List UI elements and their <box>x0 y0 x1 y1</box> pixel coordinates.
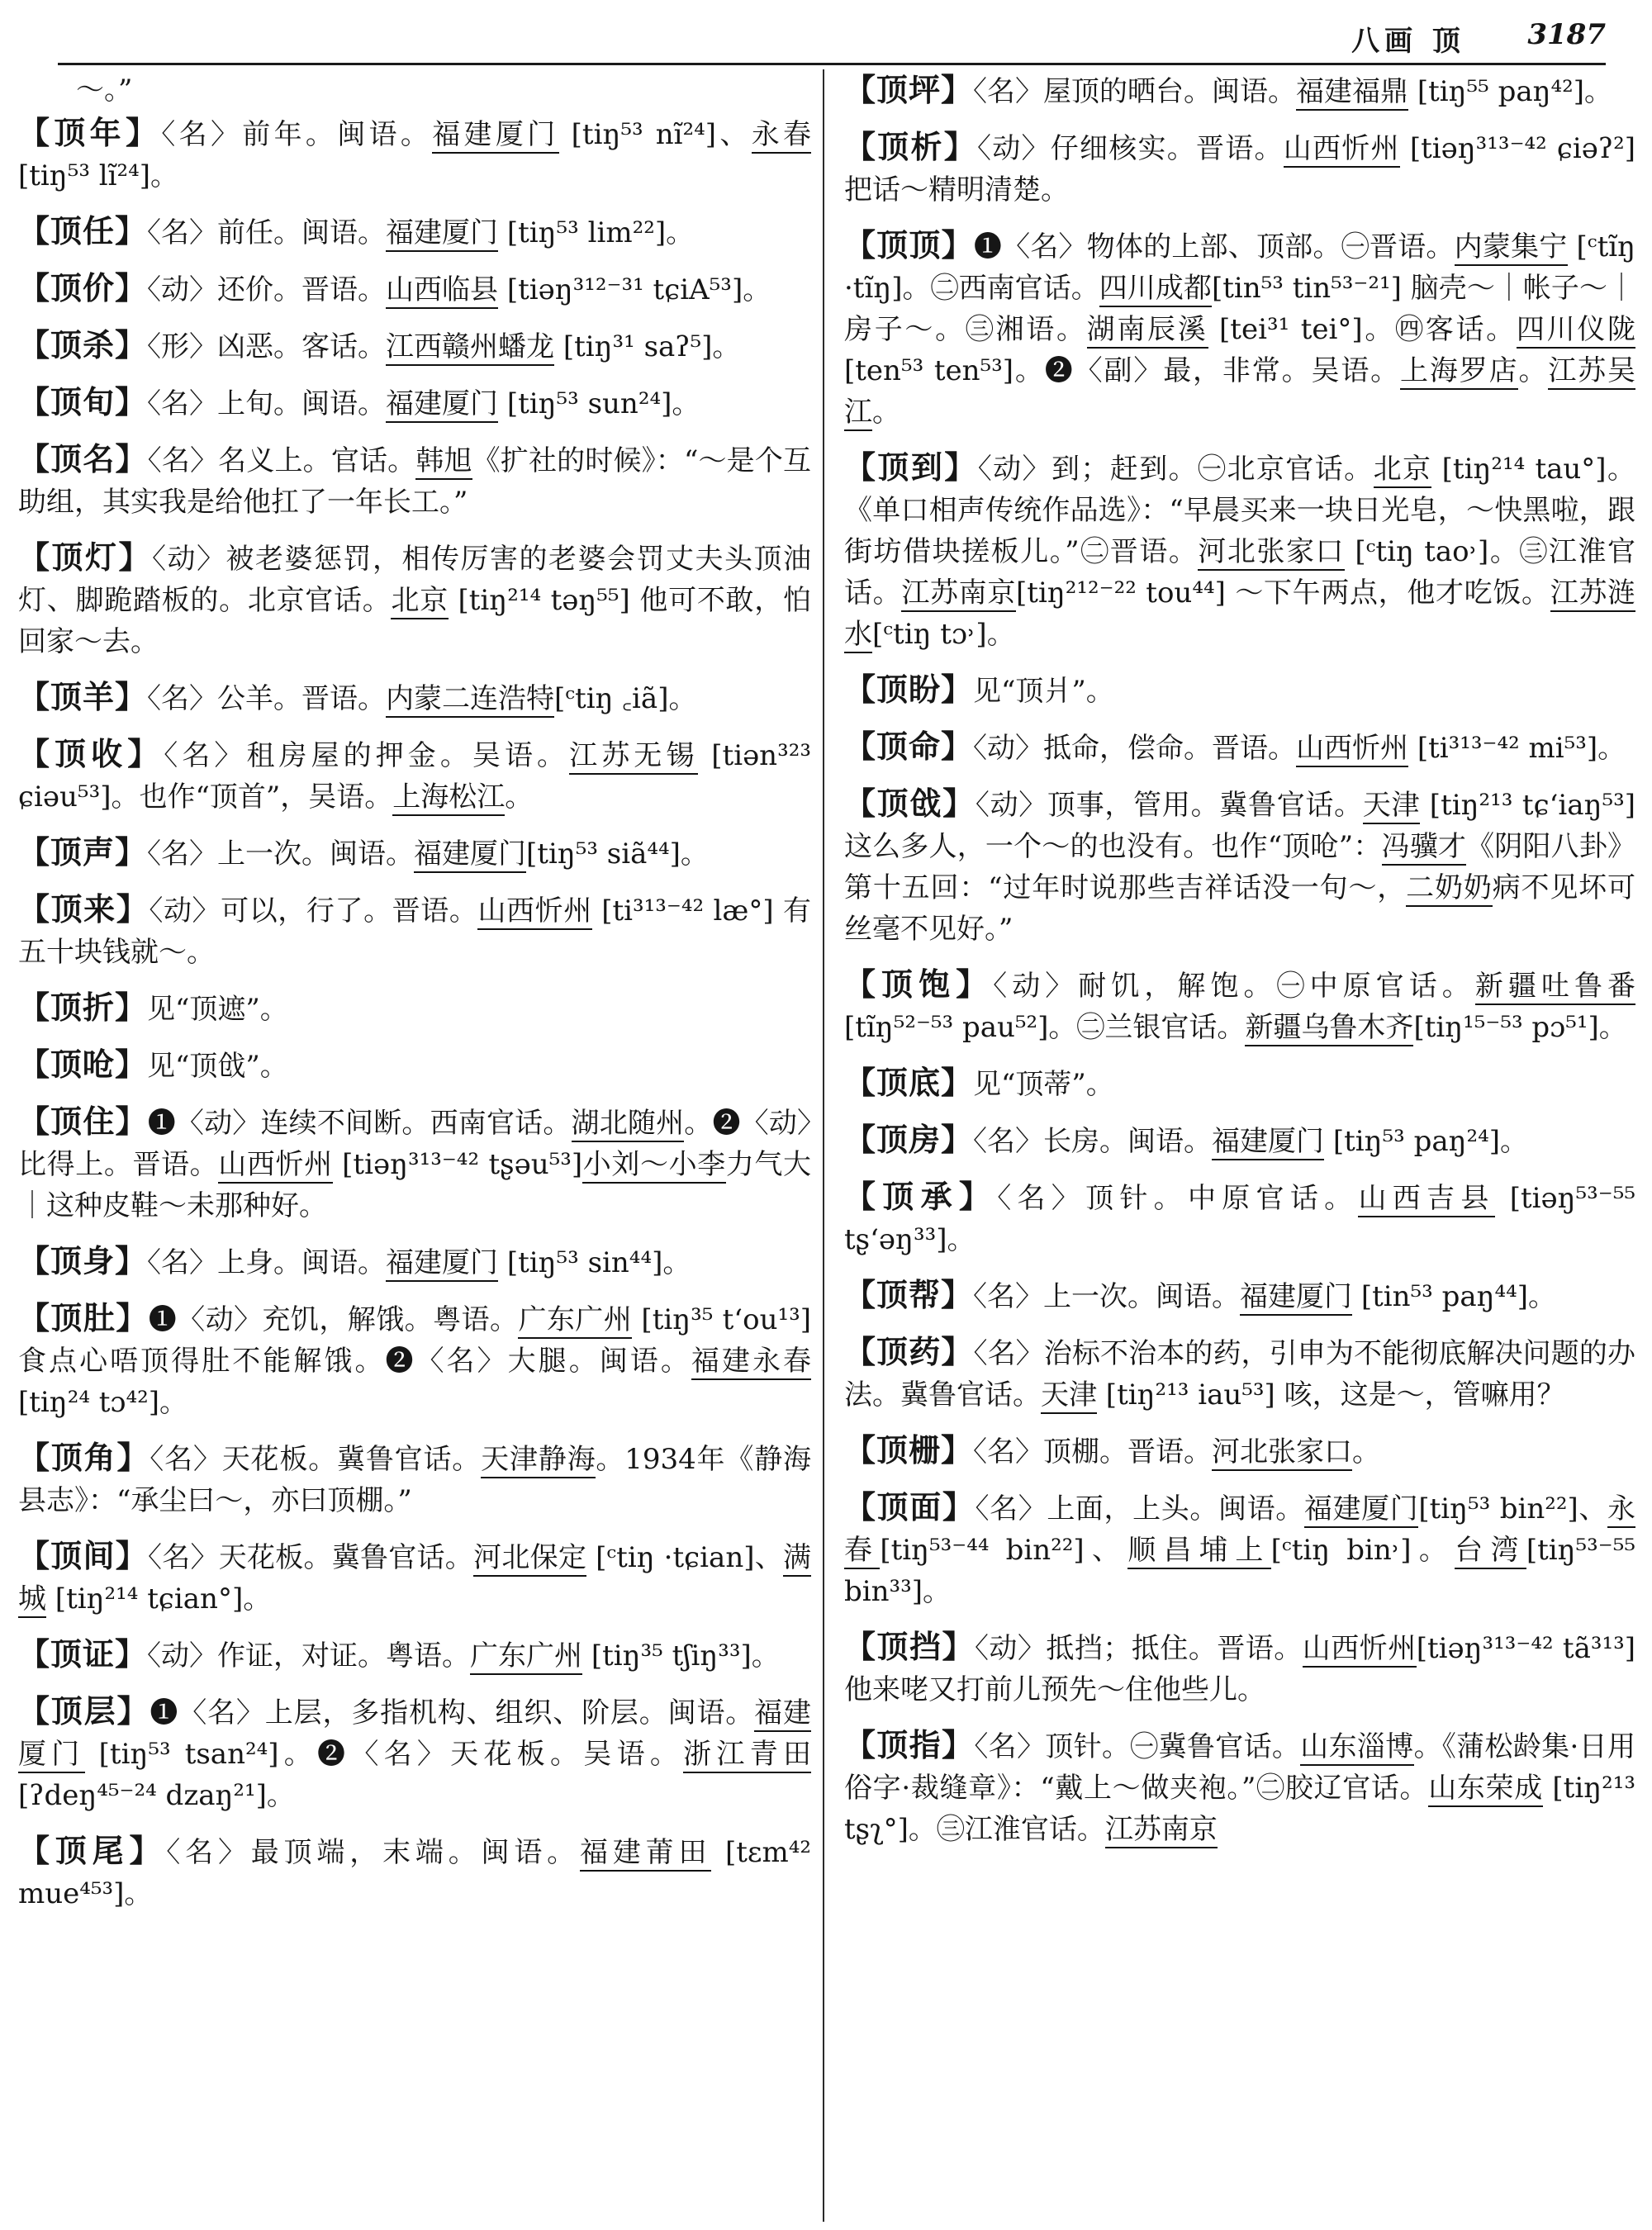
place-name-underlined: 上海松江 <box>392 780 505 816</box>
entry-headword: 【顶到】 <box>844 448 978 486</box>
place-name-underlined: 内蒙集宁 <box>1455 230 1568 266</box>
entry-text: 见“顶蒂”。 <box>973 1068 1114 1101</box>
entry-text: ❶〈名〉物体的上部、顶部。㊀晋语。 <box>973 230 1455 263</box>
entry-text: ❶〈名〉上层，多指机构、组织、阶层。闽语。 <box>150 1696 755 1729</box>
place-name-underlined: 江苏南京 <box>1105 1813 1218 1848</box>
right-column <box>844 69 1635 2223</box>
dictionary-entry <box>844 1062 1635 1105</box>
entry-headword: 【顶顶】 <box>844 226 974 263</box>
place-name-underlined: 四川仪陇 <box>1517 313 1635 349</box>
place-name-underlined: 永春 <box>752 118 811 154</box>
entry-text: 〈名〉名义上。官话。 <box>147 444 416 477</box>
entry-text: [tiŋ³⁵ tʃiŋ³³]。 <box>582 1639 780 1672</box>
entry-text: 。 <box>872 396 900 429</box>
entry-headword: 【顶住】 <box>18 1103 148 1140</box>
entry-text: 。1934年《静海县志》：“承尘曰～，亦曰顶棚。” <box>18 1443 811 1517</box>
entry-text: 。 <box>1352 1435 1381 1468</box>
entry-text: [ᶜtiŋ tɔ˒]。 <box>872 618 1015 651</box>
continuation-text: ～。” <box>76 74 133 107</box>
place-name-underlined: 山西吉县 <box>1358 1182 1494 1217</box>
entry-text: [tei³¹ tei°]。㊃客话。 <box>1208 313 1517 346</box>
place-name-underlined: 福建厦门 <box>1212 1125 1324 1160</box>
dictionary-entry <box>18 1298 811 1423</box>
entry-text: [tiŋ⁵⁵ paŋ⁴²]。 <box>1408 75 1613 108</box>
dictionary-entry <box>18 1691 811 1816</box>
dictionary-entry <box>844 1626 1635 1710</box>
dictionary-entry <box>844 1487 1635 1612</box>
entry-headword: 【顶任】 <box>18 212 148 249</box>
entry-headword: 【顶房】 <box>844 1121 974 1158</box>
entry-headword: 【顶析】 <box>844 128 978 165</box>
entry-text: [tiŋ²¹²⁻²² tou⁴⁴] ～下午两点，他才吃饭。 <box>1016 576 1550 610</box>
entry-text: [tin⁵³ tin⁵³⁻²¹] 脑壳～｜帐子～｜房子～。㊂湘语。 <box>844 272 1635 346</box>
entry-text: [ᶜtiŋ ·tɕian]、 <box>586 1541 783 1574</box>
place-name-underlined: 天津 <box>1041 1378 1097 1414</box>
dictionary-entry <box>844 1274 1635 1317</box>
entry-text: 〈动〉可以，行了。晋语。 <box>149 894 478 928</box>
place-name-underlined: 福建厦门 <box>414 837 526 873</box>
place-name-underlined: 二奶奶 <box>1406 871 1493 907</box>
place-name-underlined: 福建福鼎 <box>1296 75 1408 111</box>
entry-headword: 【顶药】 <box>844 1333 974 1370</box>
entry-text: 〈名〉上身。闽语。 <box>147 1246 387 1279</box>
place-name-underlined: 福建永春 <box>691 1345 811 1380</box>
entry-text: 〈名〉上旬。闽语。 <box>147 387 387 420</box>
entry-text: 〈名〉上一次。闽语。 <box>147 837 415 871</box>
dictionary-entry <box>18 1101 811 1226</box>
entry-text: [tiŋ⁵³ lĩ²⁴]。 <box>18 159 179 192</box>
header-section-label: 八画 顶 <box>1351 25 1465 58</box>
entry-headword: 【顶坪】 <box>844 71 974 108</box>
place-name-underlined: 福建莆田 <box>580 1836 711 1872</box>
entry-text: [ten⁵³ ten⁵³]。❷〈副〉最，非常。吴语。 <box>844 354 1401 387</box>
place-name-underlined: 河北保定 <box>473 1541 586 1577</box>
entry-text: [tin⁵³ paŋ⁴⁴]。 <box>1352 1280 1557 1313</box>
dictionary-entry <box>18 1241 811 1283</box>
place-name-underlined: 广东广州 <box>518 1303 632 1339</box>
entry-text: [tiŋ³⁵ tʻou¹³] 食点心唔顶得肚不能解饿。❷〈名〉大腿。闽语。 <box>18 1303 811 1378</box>
dictionary-entry <box>18 1634 811 1677</box>
place-name-underlined: 山西临县 <box>386 273 498 309</box>
place-name-underlined: 山东淄博 <box>1300 1730 1413 1766</box>
place-name-underlined: 山西忻州 <box>218 1148 332 1184</box>
entry-text: 〈动〉还价。晋语。 <box>147 273 387 306</box>
entry-text: 《阴阳八卦》第十五回：“过年时说那些吉祥话没一句～， <box>844 830 1635 904</box>
place-name-underlined: 福建厦门 <box>386 1246 498 1282</box>
entry-text: 〈名〉顶针。中原官话。 <box>997 1182 1359 1215</box>
entry-headword: 【顶盼】 <box>844 671 974 708</box>
entry-text: 见“顶遮”。 <box>147 993 288 1026</box>
entry-text: [tiŋ⁵³ nĩ²⁴]、 <box>558 118 752 151</box>
entry-text: [tiŋ⁵³ tsan²⁴]。❷〈名〉天花板。吴语。 <box>84 1738 684 1771</box>
entry-headword: 【顶命】 <box>844 728 974 765</box>
entry-text: 〈名〉最顶端，末端。闽语。 <box>166 1836 581 1869</box>
dictionary-entry <box>844 126 1635 211</box>
column-divider <box>823 69 824 2222</box>
place-name-underlined: 天津 <box>1363 789 1420 824</box>
place-name-underlined: 福建厦门 <box>432 118 558 154</box>
entry-text: ❶〈动〉连续不间断。西南官话。 <box>147 1107 572 1140</box>
entry-headword: 【顶角】 <box>18 1439 150 1476</box>
entry-text: 〈动〉抵挡；抵住。晋语。 <box>974 1632 1303 1665</box>
place-name-underlined: 北京 <box>391 584 448 619</box>
entry-text: [ti³¹³⁻⁴² mi⁵³]。 <box>1408 732 1626 765</box>
entry-text: [tiŋ¹⁵⁻⁵³ pɔ⁵¹]。 <box>1413 1011 1627 1044</box>
place-name-underlined: 河北张家口 <box>1198 535 1345 571</box>
entry-text: 〈名〉天花板。冀鲁官话。 <box>148 1541 474 1574</box>
entry-text: 〈名〉顶针。㊀冀鲁官话。 <box>974 1730 1301 1763</box>
entry-text: [tiŋ³¹ saʔ⁵]。 <box>554 330 741 363</box>
dictionary-entry <box>844 1176 1635 1260</box>
entry-text: 〈动〉顶事，管用。冀鲁官话。 <box>975 789 1363 822</box>
entry-text: 。❷〈动〉比得上。晋语。 <box>18 1107 811 1181</box>
dictionary-entry <box>18 537 811 662</box>
place-name-underlined: 湖北随州 <box>572 1107 685 1142</box>
dictionary-entry <box>844 225 1635 433</box>
place-name-underlined: 台湾 <box>1455 1534 1526 1569</box>
entry-headword: 【顶层】 <box>18 1692 150 1729</box>
entry-text: [tiəŋ³¹³⁻⁴² ɕiəʔ²] 把话～精明清楚。 <box>844 132 1635 206</box>
place-name-underlined: 广东广州 <box>470 1639 582 1675</box>
entry-headword: 【顶栅】 <box>844 1431 974 1468</box>
entry-headword: 【顶饱】 <box>844 966 994 1003</box>
entry-text: [tiəŋ⁵³⁻⁵⁵ tʂʻəŋ³³]。 <box>844 1182 1635 1256</box>
entry-text: [tiŋ⁵³⁻⁴⁴ bin²²]、 <box>880 1534 1128 1567</box>
place-name-underlined: 江苏无锡 <box>569 739 698 775</box>
entry-text: 。《蒲松龄集·日用俗字·裁缝章》：“戴上～做夹袍。”㊁胶辽官话。 <box>844 1730 1635 1805</box>
entry-headword: 【顶证】 <box>18 1635 148 1672</box>
left-column <box>18 69 811 2223</box>
entry-headword: 【顶来】 <box>18 890 150 928</box>
entry-headword: 【顶收】 <box>18 735 164 772</box>
entry-text: [tiəŋ³¹²⁻³¹ tɕiA⁵³]。 <box>498 273 771 306</box>
entry-text: [ʔdeŋ⁴⁵⁻²⁴ dzaŋ²¹]。 <box>18 1779 295 1812</box>
place-name-underlined: 福建厦门 <box>18 1696 811 1773</box>
dictionary-entry <box>18 211 811 254</box>
dictionary-entry <box>844 69 1635 112</box>
entry-text: [tiŋ⁵³ lim²²]。 <box>498 216 695 249</box>
entry-headword: 【顶间】 <box>18 1537 149 1574</box>
entry-headword: 【顶年】 <box>18 114 162 151</box>
place-name-underlined: 天津静海 <box>481 1443 596 1478</box>
dictionary-entry <box>18 676 811 719</box>
entry-text: 〈名〉前年。闽语。 <box>161 118 433 151</box>
entry-headword: 【顶呛】 <box>18 1046 148 1083</box>
entry-text: 〈名〉治标不治本的药，引申为不能彻底解决问题的办法。冀鲁官话。 <box>844 1337 1635 1412</box>
place-name-underlined: 山西忻州 <box>1284 132 1400 168</box>
place-name-underlined: 河北张家口 <box>1212 1435 1352 1471</box>
entry-text: 〈动〉被老婆惩罚，相传厉害的老婆会罚丈夫头顶油灯、脚跪踏板的。北京官话。 <box>18 543 811 617</box>
place-name-underlined: 山东荣成 <box>1428 1772 1543 1807</box>
entry-text: ❶〈动〉充饥，解饿。粤语。 <box>148 1303 519 1336</box>
place-name-underlined: 满城 <box>18 1541 811 1618</box>
dictionary-entry <box>18 832 811 875</box>
entry-text: [tiŋ²¹⁴ tɕian°]。 <box>46 1582 272 1616</box>
place-name-underlined: 浙江青田 <box>683 1738 811 1773</box>
dictionary-entry <box>844 669 1635 712</box>
entry-headword: 【顶身】 <box>18 1242 148 1279</box>
entry-headword: 【顶指】 <box>844 1726 975 1763</box>
place-name-underlined: 上海罗店 <box>1400 354 1518 390</box>
entry-headword: 【顶挡】 <box>844 1628 975 1665</box>
dictionary-entry <box>18 1830 811 1914</box>
page-header <box>58 0 1606 65</box>
entry-text: [ᶜtĩŋ ·tĩŋ]。㊁西南官话。 <box>844 230 1635 305</box>
entry-text: [tiŋ⁵³ sin⁴⁴]。 <box>498 1246 691 1279</box>
dictionary-entry <box>18 112 811 197</box>
place-name-underlined: 新疆乌鲁木齐 <box>1245 1011 1413 1046</box>
dictionary-entry <box>844 783 1635 950</box>
entry-headword: 【顶折】 <box>18 989 148 1026</box>
place-name-underlined: 内蒙二连浩特 <box>386 682 554 718</box>
place-name-underlined: 永春 <box>844 1492 1635 1569</box>
dictionary-entry <box>18 987 811 1030</box>
entry-text: [tɛm⁴² mue⁴⁵³]。 <box>18 1836 811 1910</box>
dictionary-entry <box>844 1430 1635 1473</box>
entry-headword: 【顶价】 <box>18 269 148 306</box>
entry-text: [ᶜtiŋ bin˒]。 <box>1270 1534 1455 1567</box>
entry-text: 〈名〉上一次。闽语。 <box>973 1280 1241 1313</box>
page-number: 3187 <box>1527 18 1606 51</box>
entry-text: 〈名〉顶棚。晋语。 <box>973 1435 1213 1468</box>
entry-text: [tiŋ²¹⁴ təŋ⁵⁵] 他可不敢，怕回家～去。 <box>18 584 811 658</box>
entry-text: 病不见坏可丝毫不见好。” <box>844 871 1635 946</box>
entry-text: 〈名〉长房。闽语。 <box>973 1125 1213 1158</box>
dictionary-entry <box>18 439 811 523</box>
entry-text: 〈名〉天花板。冀鲁官话。 <box>150 1443 482 1476</box>
dictionary-entry <box>844 964 1635 1048</box>
place-name-underlined: 福建厦门 <box>386 387 498 423</box>
place-name-underlined: 四川成都 <box>1099 272 1212 307</box>
entry-text: 〈名〉租房屋的押金。吴语。 <box>164 739 570 772</box>
place-name-underlined: 冯骥才 <box>1382 830 1467 866</box>
entry-text: 见“顶戗”。 <box>147 1050 288 1083</box>
entry-text: [ᶜtiŋ ꜀iã]。 <box>554 682 697 715</box>
dictionary-entry <box>844 447 1635 655</box>
dictionary-entry <box>844 1331 1635 1416</box>
place-name-underlined: 山西忻州 <box>477 894 591 930</box>
entry-text: [tiŋ²¹³ tɕʻiaŋ⁵³] 这么多人，一个～的也没有。也作“顶呛”： <box>844 789 1635 863</box>
place-name-underlined: 韩旭 <box>415 444 472 480</box>
entry-text: 〈动〉抵命，偿命。晋语。 <box>973 732 1297 765</box>
place-name-underlined: 江苏吴江 <box>844 354 1635 431</box>
dictionary-entry <box>844 1725 1635 1850</box>
entry-text: [tĩŋ⁵²⁻⁵³ pau⁵²]。㊁兰银官话。 <box>844 1011 1246 1044</box>
entry-headword: 【顶尾】 <box>18 1832 167 1869</box>
place-name-underlined: 顺昌埔上 <box>1127 1534 1270 1569</box>
entry-text: [tiŋ²¹⁴ tau°]。《单口相声传统作品选》：“早晨买来一块日光皂，～快黑啦，跟街坊借块搓板儿。”㊁晋语。 <box>844 453 1635 568</box>
dictionary-entry <box>18 382 811 425</box>
entry-text: [tiŋ⁵³⁻⁵⁵ bin³³]。 <box>844 1534 1635 1608</box>
entry-text: [tiəŋ³¹³⁻⁴² tʂəu⁵³] <box>332 1148 583 1181</box>
entry-headword: 【顶戗】 <box>844 785 976 822</box>
place-name-underlined: 福建厦门 <box>1304 1492 1418 1528</box>
entry-headword: 【顶声】 <box>18 833 148 871</box>
entry-text: 〈名〉公羊。晋语。 <box>147 682 387 715</box>
place-name-underlined: 新疆吐鲁番 <box>1475 970 1635 1005</box>
place-name-underlined: 江苏涟水 <box>844 576 1635 653</box>
entry-text: [tiŋ²⁴ tɔ⁴²]。 <box>18 1386 188 1419</box>
place-name-underlined: 北京 <box>1374 453 1432 488</box>
entry-text: 〈动〉作证，对证。粤语。 <box>147 1639 471 1672</box>
dictionary-entry <box>844 1119 1635 1162</box>
entry-text: [tiŋ⁵³ bin²²]、 <box>1418 1492 1608 1525</box>
entry-headword: 【顶肚】 <box>18 1299 149 1336</box>
entry-text: 〈动〉仔细核实。晋语。 <box>977 132 1284 165</box>
entry-text: [tiŋ⁵³ sun²⁴]。 <box>498 387 700 420</box>
entry-headword: 【顶名】 <box>18 440 148 477</box>
dictionary-entry <box>18 1437 811 1521</box>
dictionary-entry <box>18 268 811 311</box>
entry-headword: 【顶面】 <box>844 1488 976 1525</box>
dictionary-entry <box>18 1535 811 1620</box>
entry-text: [tiŋ²¹³ iau⁵³] 咳，这是～，管嘛用？ <box>1097 1378 1565 1412</box>
place-name-underlined: 山西忻州 <box>1296 732 1408 767</box>
entry-headword: 【顶旬】 <box>18 383 148 420</box>
place-name-underlined: 江苏南京 <box>901 576 1016 612</box>
place-name-underlined: 山西忻州 <box>1303 1632 1417 1668</box>
entry-text: 〈名〉前任。闽语。 <box>147 216 387 249</box>
place-name-underlined: 湖南辰溪 <box>1087 313 1208 349</box>
place-name-underlined: 小刘～小李 <box>582 1148 726 1184</box>
entry-text: [ti³¹³⁻⁴² læ°] 有五十块钱就～。 <box>18 894 811 969</box>
entry-text: 〈动〉耐饥，解饱。㊀中原官话。 <box>993 970 1475 1003</box>
entry-headword: 【顶杀】 <box>18 326 148 363</box>
entry-text: [ᶜtiŋ tao˒]。㊂江淮官话。 <box>844 535 1635 610</box>
dictionary-entry <box>18 1044 811 1087</box>
entry-headword: 【顶承】 <box>844 1178 998 1215</box>
entry-text: [tiəŋ³¹³⁻⁴² tã³¹³] 他来咾又打前儿预先～住他些儿。 <box>844 1632 1635 1706</box>
place-name-underlined: 江西赣州蟠龙 <box>386 330 554 366</box>
entry-text: 《扩社的时候》：“～是个互助组，其实我是给他扛了一年长工。” <box>18 444 811 519</box>
entry-text: [tiən³²³ ɕiəu⁵³]。也作“顶首”，吴语。 <box>18 739 811 814</box>
entry-headword: 【顶帮】 <box>844 1276 974 1313</box>
entry-headword: 【顶灯】 <box>18 539 152 576</box>
dictionary-entry <box>18 325 811 368</box>
entry-text: 〈动〉到；赶到。㊀北京官话。 <box>977 453 1374 486</box>
entry-headword: 【顶底】 <box>844 1064 974 1101</box>
dictionary-entry <box>844 726 1635 769</box>
entry-text: [tiŋ²¹³ tʂʅ°]。㊂江淮官话。 <box>844 1772 1635 1846</box>
dictionary-entry <box>18 733 811 818</box>
place-name-underlined: 福建厦门 <box>1240 1280 1352 1316</box>
dictionary-entry <box>18 889 811 973</box>
place-name-underlined: 福建厦门 <box>386 216 498 252</box>
entry-text: 。 <box>505 780 534 814</box>
entry-headword: 【顶羊】 <box>18 678 148 715</box>
entry-text: 〈形〉凶恶。客话。 <box>147 330 387 363</box>
entry-text: [tiŋ⁵³ siã⁴⁴]。 <box>526 837 709 871</box>
entry-text: 〈名〉屋顶的晒台。闽语。 <box>973 75 1297 108</box>
entry-text: 见“顶爿”。 <box>973 675 1114 708</box>
entry-text: [tiŋ⁵³ paŋ²⁴]。 <box>1324 1125 1529 1158</box>
entry-text: 力气大｜这种皮鞋～未那种好。 <box>18 1148 811 1222</box>
entry-text: 。 <box>1518 354 1549 387</box>
entry-text: 〈名〉上面，上头。闽语。 <box>975 1492 1304 1525</box>
